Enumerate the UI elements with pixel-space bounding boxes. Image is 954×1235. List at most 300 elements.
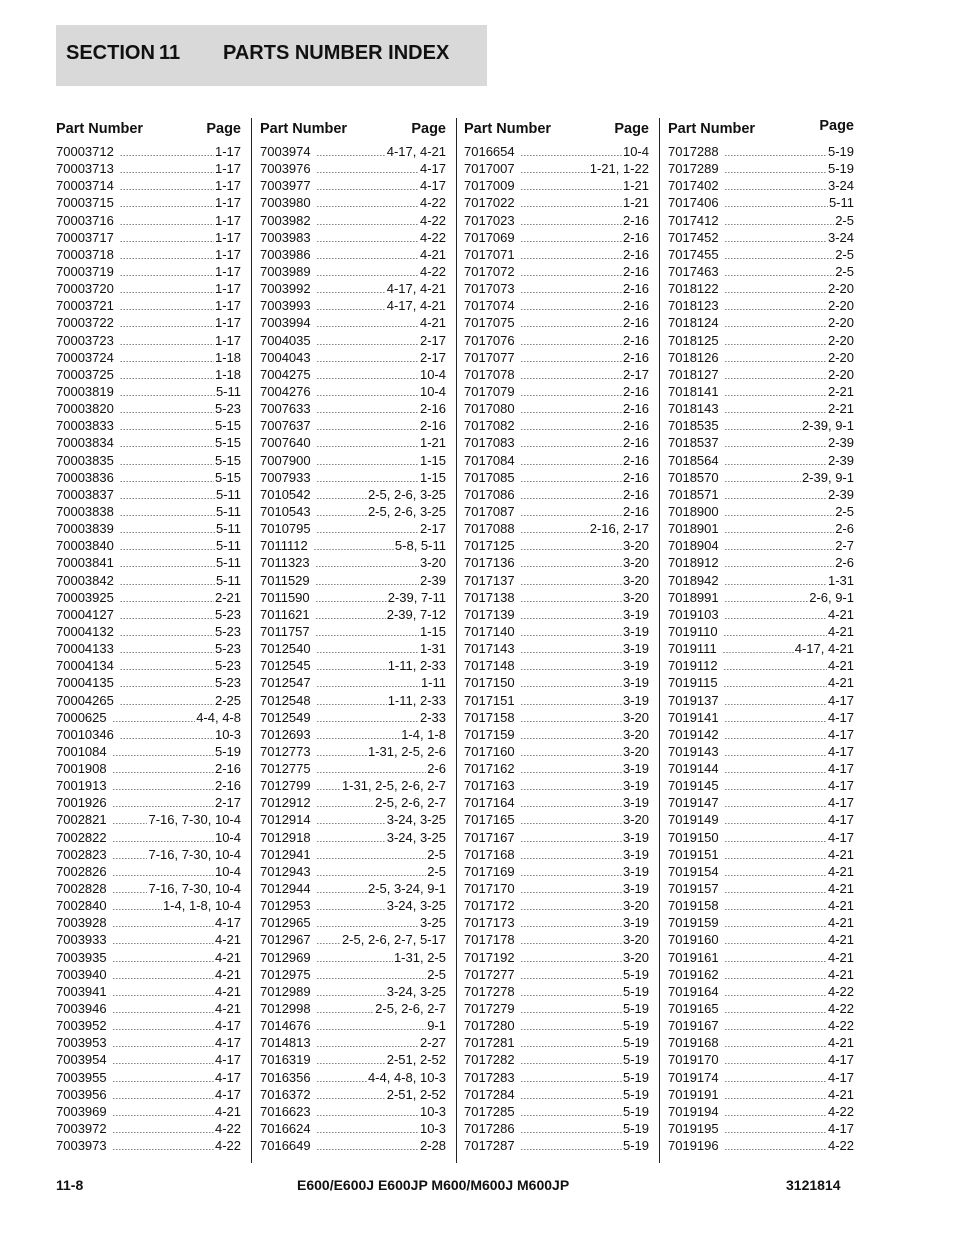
dot-leader [725, 745, 827, 762]
index-entry [56, 297, 241, 314]
section-number: 11 [159, 42, 181, 64]
dot-leader [725, 899, 827, 916]
page-reference: 5-19 [622, 1121, 649, 1137]
page-reference: 5-23 [214, 641, 241, 657]
dot-leader [521, 951, 622, 968]
dot-leader [521, 1071, 622, 1088]
part-number: 7007637 [260, 418, 311, 434]
index-entry [668, 931, 854, 948]
page-reference: 3-19 [622, 641, 649, 657]
index-entry [56, 1000, 241, 1017]
page-reference: 3-19 [622, 863, 649, 879]
index-entry [260, 314, 446, 331]
part-number: 7017278 [464, 983, 515, 999]
part-number: 7018141 [668, 383, 719, 399]
index-entry [56, 983, 241, 1000]
index-entry [260, 452, 446, 469]
dot-leader [521, 334, 622, 351]
index-entry [464, 829, 649, 846]
dot-leader [521, 694, 622, 711]
dot-leader [113, 1139, 214, 1156]
part-number: 7010795 [260, 521, 311, 537]
index-entry [668, 1051, 854, 1068]
page-reference: 4-21 [214, 949, 241, 965]
dot-leader [725, 813, 827, 830]
index-entry [668, 417, 854, 434]
index-entry [464, 949, 649, 966]
index-entry [56, 177, 241, 194]
part-number: 7003977 [260, 178, 311, 194]
dot-leader [521, 831, 622, 848]
index-entry [464, 212, 649, 229]
part-number: 7016624 [260, 1121, 311, 1137]
part-number: 7017137 [464, 572, 515, 588]
dot-leader [725, 933, 827, 950]
index-entry [260, 863, 446, 880]
page-reference: 2-16 [214, 761, 241, 777]
index-entry [56, 1034, 241, 1051]
dot-leader [120, 162, 214, 179]
part-number: 70004132 [56, 623, 114, 639]
column-header [668, 118, 854, 143]
dot-leader [317, 745, 367, 762]
part-number: 7003955 [56, 1069, 107, 1085]
index-entry [56, 966, 241, 983]
dot-leader [120, 214, 214, 231]
page-reference: 2-25 [214, 692, 241, 708]
index-entry [464, 589, 649, 606]
page-reference: 2-6 [835, 555, 854, 571]
part-number: 7017136 [464, 555, 515, 571]
index-entry [56, 914, 241, 931]
index-entry [464, 983, 649, 1000]
page-reference: 7-16, 7-30, 10-4 [148, 881, 241, 897]
index-entry [464, 452, 649, 469]
dot-leader [725, 1105, 827, 1122]
part-number: 70003717 [56, 229, 114, 245]
index-entry [464, 229, 649, 246]
dot-leader [120, 574, 215, 591]
part-number: 7019157 [668, 881, 719, 897]
dot-leader [120, 591, 214, 608]
part-number: 7004275 [260, 366, 311, 382]
part-number: 70003722 [56, 315, 114, 331]
part-number: 7016356 [260, 1069, 311, 1085]
dot-leader [521, 316, 622, 333]
page-reference: 5-15 [214, 452, 241, 468]
part-number: 7017173 [464, 915, 515, 931]
index-entry [56, 777, 241, 794]
page-reference: 3-25 [419, 915, 446, 931]
part-number: 70003819 [56, 383, 114, 399]
part-number: 7012944 [260, 881, 311, 897]
part-number: 7003974 [260, 144, 311, 159]
page-reference: 3-20 [622, 812, 649, 828]
page-reference: 3-20 [622, 726, 649, 742]
part-number: 7017076 [464, 332, 515, 348]
index-entry [260, 606, 446, 623]
page-reference: 4-21 [827, 863, 854, 879]
page-reference: 4-17 [214, 1035, 241, 1051]
page-reference: 4-17 [214, 1052, 241, 1068]
page-reference: 5-11 [215, 555, 241, 571]
part-number: 7012965 [260, 915, 311, 931]
part-number: 7017284 [464, 1086, 515, 1102]
dot-leader [521, 368, 622, 385]
part-number: 7016654 [464, 144, 515, 159]
page-reference: 4-17 [214, 1018, 241, 1034]
part-number: 7012693 [260, 726, 311, 742]
part-number: 7012545 [260, 658, 311, 674]
part-number: 7003954 [56, 1052, 107, 1068]
index-entry [668, 160, 854, 177]
page-reference: 3-19 [622, 606, 649, 622]
index-entry [464, 297, 649, 314]
index-entry [260, 1069, 446, 1086]
page-reference: 5-19 [622, 1103, 649, 1119]
part-number: 7017452 [668, 229, 719, 245]
page-reference: 1-17 [214, 195, 241, 211]
index-entry [668, 143, 854, 160]
part-number: 7019154 [668, 863, 719, 879]
dot-leader [317, 899, 386, 916]
part-number: 7011112 [260, 538, 308, 554]
page-reference: 1-31, 2-5 [393, 949, 446, 965]
dot-leader [316, 591, 387, 608]
part-number: 7019195 [668, 1121, 719, 1137]
dot-leader [120, 642, 214, 659]
dot-leader [120, 659, 214, 676]
part-number: 70003712 [56, 144, 114, 159]
page-heading: Page [411, 121, 446, 137]
index-entry [668, 1000, 854, 1017]
index-entry [464, 1103, 649, 1120]
page-reference: 3-20 [622, 555, 649, 571]
dot-leader [521, 248, 622, 265]
index-entry [56, 1051, 241, 1068]
page-reference: 3-19 [622, 846, 649, 862]
part-number: 7017083 [464, 435, 515, 451]
index-entry [260, 160, 446, 177]
dot-leader [113, 745, 214, 762]
index-entry [260, 709, 446, 726]
dot-leader [725, 1088, 827, 1105]
part-number: 7019170 [668, 1052, 719, 1068]
dot-leader [120, 385, 215, 402]
dot-leader [725, 334, 827, 351]
dot-leader [120, 454, 214, 471]
index-entry [260, 332, 446, 349]
page-reference: 2-5 [427, 846, 446, 862]
page-reference: 2-5, 2-6, 3-25 [367, 503, 446, 519]
part-number: 7019164 [668, 983, 719, 999]
index-entry [56, 623, 241, 640]
page-reference: 2-20 [827, 332, 854, 348]
dot-leader [113, 779, 214, 796]
index-entry [668, 692, 854, 709]
dot-leader [317, 196, 419, 213]
index-entry [668, 246, 854, 263]
index-entry [56, 537, 241, 554]
page-reference: 4-22 [827, 1001, 854, 1017]
index-entry [668, 520, 854, 537]
page-reference: 2-16 [622, 452, 649, 468]
index-entry [260, 520, 446, 537]
dot-leader [725, 436, 827, 453]
dot-leader [725, 471, 801, 488]
part-number: 7003972 [56, 1121, 107, 1137]
page-reference: 9-1 [427, 1018, 446, 1034]
part-number: 7017279 [464, 1001, 515, 1017]
part-number: 7019162 [668, 966, 719, 982]
part-number: 7003933 [56, 932, 107, 948]
part-number: 7016623 [260, 1103, 311, 1119]
dot-leader [725, 179, 827, 196]
page-reference: 10-4 [419, 366, 446, 382]
part-number: 70003725 [56, 366, 114, 382]
page-reference: 1-17 [214, 281, 241, 297]
dot-leader [521, 1139, 622, 1156]
dot-leader [120, 334, 214, 351]
dot-leader [725, 591, 809, 608]
dot-leader [725, 796, 827, 813]
index-entry [668, 263, 854, 280]
dot-leader [725, 779, 827, 796]
dot-leader [113, 1105, 214, 1122]
index-entry [260, 554, 446, 571]
part-number: 7003989 [260, 263, 311, 279]
index-entry [56, 554, 241, 571]
page-reference: 1-18 [214, 366, 241, 382]
index-entry [668, 366, 854, 383]
page-reference: 1-15 [419, 452, 446, 468]
page-reference: 4-21 [827, 846, 854, 862]
page-reference: 1-15 [419, 469, 446, 485]
page-reference: 4-22 [214, 1121, 241, 1137]
dot-leader [317, 1139, 419, 1156]
page-reference: 2-16 [622, 332, 649, 348]
index-entry [56, 434, 241, 451]
dot-leader [521, 385, 622, 402]
part-number: 7017150 [464, 675, 515, 691]
page-reference: 5-19 [622, 1086, 649, 1102]
page-reference: 2-16 [622, 263, 649, 279]
page-reference: 2-27 [419, 1035, 446, 1051]
index-entry [260, 1120, 446, 1137]
index-entry [668, 657, 854, 674]
part-number: 7018571 [668, 486, 719, 502]
part-number: 7019147 [668, 795, 719, 811]
index-entry [260, 674, 446, 691]
index-entry [260, 537, 446, 554]
page-reference: 2-39, 7-12 [386, 606, 446, 622]
dot-leader [120, 505, 215, 522]
page-reference: 5-23 [214, 401, 241, 417]
page-reference: 2-51, 2-52 [386, 1086, 446, 1102]
page-reference: 4-22 [214, 1138, 241, 1154]
page-reference: 2-5, 3-24, 9-1 [367, 881, 446, 897]
index-entry [464, 280, 649, 297]
index-entry [464, 1086, 649, 1103]
index-entry [464, 366, 649, 383]
index-entry [260, 212, 446, 229]
part-number: 7019158 [668, 898, 719, 914]
page-reference: 2-16 [214, 778, 241, 794]
part-number: 7019150 [668, 829, 719, 845]
page-reference: 1-31 [827, 572, 854, 588]
page-reference: 2-5 [835, 263, 854, 279]
index-entry [668, 709, 854, 726]
part-number: 7011621 [260, 606, 310, 622]
part-number: 7017079 [464, 383, 515, 399]
part-number: 7003952 [56, 1018, 107, 1034]
part-number: 7017087 [464, 503, 515, 519]
dot-leader [725, 145, 827, 162]
part-number: 7017080 [464, 401, 515, 417]
index-entry [668, 983, 854, 1000]
index-entry [464, 400, 649, 417]
page-reference: 4-17, 4-21 [794, 641, 854, 657]
dot-leader [317, 779, 341, 796]
part-number: 7019191 [668, 1086, 719, 1102]
dot-leader [521, 591, 622, 608]
page-reference: 1-17 [214, 332, 241, 348]
index-entry [56, 846, 241, 863]
index-entry [260, 280, 446, 297]
index-entry [464, 160, 649, 177]
index-entry [464, 434, 649, 451]
part-number: 7018564 [668, 452, 719, 468]
page-reference: 4-17 [827, 812, 854, 828]
part-number: 7018901 [668, 521, 719, 537]
index-entry [56, 880, 241, 897]
page-reference: 1-17 [214, 263, 241, 279]
page-reference: 4-21 [827, 881, 854, 897]
index-entry [464, 1017, 649, 1034]
dot-leader [317, 505, 367, 522]
dot-leader [725, 916, 827, 933]
page-reference: 5-19 [622, 1001, 649, 1017]
part-number-heading: Part Number [260, 121, 348, 137]
dot-leader [120, 265, 214, 282]
part-number: 7003994 [260, 315, 311, 331]
part-number: 70004135 [56, 675, 114, 691]
index-entry [668, 966, 854, 983]
dot-leader [317, 436, 419, 453]
dot-leader [725, 505, 835, 522]
dot-leader [120, 625, 214, 642]
index-entry [668, 880, 854, 897]
page-reference: 1-11, 2-33 [387, 658, 446, 674]
page-reference: 2-39 [827, 435, 854, 451]
page-reference: 2-16 [622, 418, 649, 434]
part-number: 7017159 [464, 726, 515, 742]
index-entry [668, 640, 854, 657]
page-reference: 2-20 [827, 281, 854, 297]
dot-leader [113, 1088, 214, 1105]
index-entry [668, 194, 854, 211]
dot-leader [521, 574, 622, 591]
page-reference: 3-20 [622, 538, 649, 554]
dot-leader [317, 488, 367, 505]
index-entry [56, 400, 241, 417]
index-entry [260, 417, 446, 434]
part-number: 70003834 [56, 435, 114, 451]
page-reference: 5-19 [622, 1138, 649, 1154]
part-number: 70003724 [56, 349, 114, 365]
index-entry [668, 1069, 854, 1086]
page-reference: 4-22 [827, 983, 854, 999]
index-entry [56, 811, 241, 828]
index-entry [56, 314, 241, 331]
index-entry [56, 503, 241, 520]
dot-leader [725, 951, 827, 968]
page-reference: 5-19 [622, 983, 649, 999]
part-number: 7019151 [668, 846, 719, 862]
dot-leader [521, 659, 622, 676]
page-reference: 1-21 [622, 195, 649, 211]
index-entry [56, 674, 241, 691]
dot-leader [521, 454, 622, 471]
index-entry [464, 1069, 649, 1086]
part-number: 7017148 [464, 658, 515, 674]
index-entry [464, 726, 649, 743]
dot-leader [725, 385, 827, 402]
index-entry [668, 452, 854, 469]
page-reference: 4-21 [827, 658, 854, 674]
dot-leader [521, 745, 622, 762]
index-entry [668, 914, 854, 931]
part-number: 70003719 [56, 263, 114, 279]
index-entry [464, 657, 649, 674]
dot-leader [725, 299, 827, 316]
part-number: 7012799 [260, 778, 311, 794]
part-number: 7018904 [668, 538, 719, 554]
page-reference: 5-11 [215, 383, 241, 399]
part-number: 7004035 [260, 332, 311, 348]
part-number: 7018900 [668, 503, 719, 519]
index-entry [464, 777, 649, 794]
page-reference: 3-20 [622, 743, 649, 759]
page-reference: 4-17 [827, 709, 854, 725]
index-entry [56, 1103, 241, 1120]
dot-leader [521, 1019, 622, 1036]
index-entry [260, 931, 446, 948]
part-number: 7014813 [260, 1035, 311, 1051]
page-reference: 4-17 [827, 1069, 854, 1085]
part-number: 7017172 [464, 898, 515, 914]
page-reference: 3-24, 3-25 [386, 898, 446, 914]
dot-leader [521, 676, 622, 693]
dot-leader [521, 1105, 622, 1122]
page-reference: 2-16 [622, 349, 649, 365]
part-number: 7017125 [464, 538, 515, 554]
dot-leader [725, 865, 827, 882]
dot-leader [725, 1071, 827, 1088]
part-number: 7017007 [464, 161, 515, 177]
part-number: 7003941 [56, 983, 107, 999]
part-number-heading: Part Number [464, 121, 552, 137]
index-entry [56, 143, 241, 160]
index-entry [464, 520, 649, 537]
index-entry [260, 811, 446, 828]
index-entry [464, 1120, 649, 1137]
index-entry [56, 1086, 241, 1103]
index-entry [668, 537, 854, 554]
dot-leader [521, 813, 622, 830]
page-reference: 2-33 [419, 709, 446, 725]
part-number: 7003992 [260, 281, 311, 297]
